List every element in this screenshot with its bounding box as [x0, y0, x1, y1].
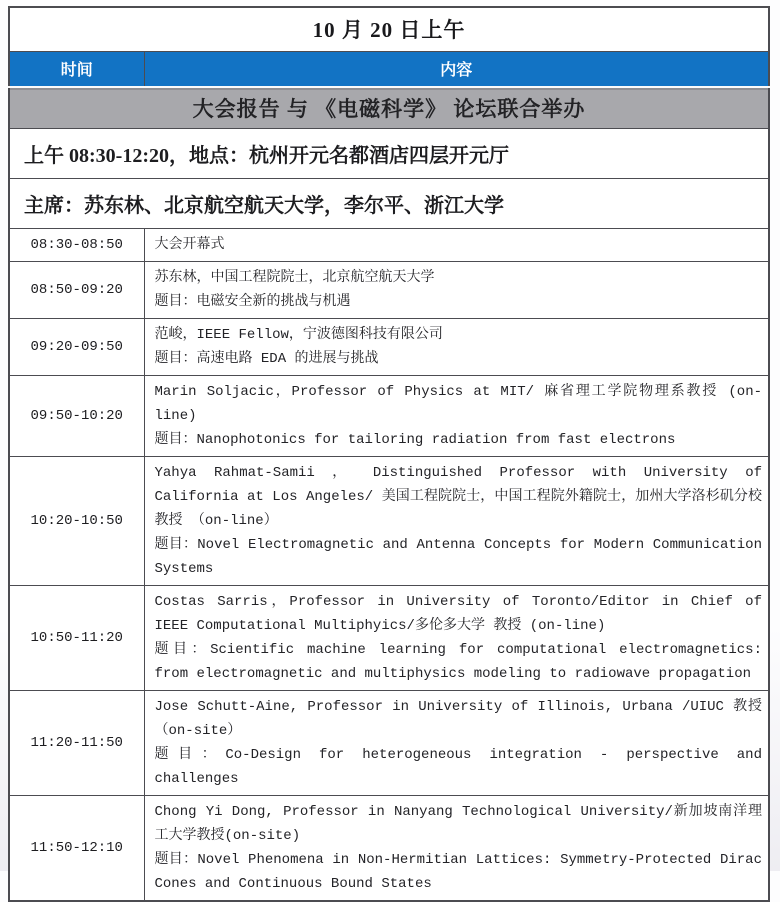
- banner-row: [9, 87, 769, 128]
- time-slot: 10:50-11:20: [9, 585, 144, 690]
- date-title: 10 月 20 日上午: [9, 7, 769, 51]
- schedule-row: [9, 228, 769, 261]
- speaker-text: Jose Schutt-Aine, Professor in University of Illinois, Urbana /UIUC 教授 （on-site）: [154, 698, 762, 739]
- speaker-text: 范峻，IEEE Fellow，宁波德图科技有限公司: [154, 326, 443, 343]
- chairs-row: [9, 178, 769, 228]
- schedule-row: [9, 318, 769, 375]
- schedule-row: [9, 375, 769, 456]
- session-content: [144, 261, 769, 318]
- topic-text: 题目：Novel Electromagnetic and Antenna Concepts for Modern Communication Systems: [154, 536, 762, 577]
- time-slot: 08:50-09:20: [9, 261, 144, 318]
- date-title-row: [9, 7, 769, 51]
- schedule-row: [9, 795, 769, 901]
- session-content: [144, 318, 769, 375]
- session-content: [144, 690, 769, 795]
- content-column-header: 内容: [144, 51, 769, 87]
- time-column-header: 时间: [9, 51, 144, 87]
- session-content: [144, 375, 769, 456]
- speaker-text: Yahya Rahmat-Samii ， Distinguished Professor with University of California at Los Angeles/ 美国工程院院士，中国工程院外籍院士，加州大学洛杉矶分校 教授 （on-line）: [154, 464, 762, 529]
- schedule-rows: [9, 228, 769, 901]
- schedule-row: [9, 456, 769, 585]
- topic-text: 题目：高速电路 EDA 的进展与挑战: [154, 350, 379, 367]
- session-content: [144, 585, 769, 690]
- time-slot: 11:50-12:10: [9, 795, 144, 901]
- schedule-table: [8, 6, 770, 902]
- speaker-text: Chong Yi Dong, Professor in Nanyang Technological University/新加坡南洋理工大学教授(on-site): [154, 803, 762, 844]
- time-slot: 09:50-10:20: [9, 375, 144, 456]
- chairs-text: 主席：苏东林、北京航空航天大学，李尔平、浙江大学: [9, 178, 769, 228]
- speaker-text: 苏东林，中国工程院院士，北京航空航天大学: [154, 269, 435, 286]
- speaker-text: 大会开幕式: [154, 236, 225, 253]
- schedule-row: [9, 690, 769, 795]
- time-slot: 09:20-09:50: [9, 318, 144, 375]
- session-content: [144, 795, 769, 901]
- schedule-document: [8, 6, 770, 902]
- session-content: [144, 456, 769, 585]
- time-slot: 11:20-11:50: [9, 690, 144, 795]
- time-slot: 08:30-08:50: [9, 228, 144, 261]
- time-slot: 10:20-10:50: [9, 456, 144, 585]
- schedule-row: [9, 261, 769, 318]
- topic-text: 题目：电磁安全新的挑战与机遇: [154, 293, 351, 310]
- speaker-text: Costas Sarris，Professor in University of Toronto/Editor in Chief of IEEE Computational Multiphyics/多伦多大学 教授 (on-line): [154, 593, 762, 634]
- banner-text: 大会报告 与 《电磁科学》 论坛联合举办: [9, 87, 769, 128]
- session-info-text: 上午 08:30-12:20，地点：杭州开元名都酒店四层开元厅: [9, 128, 769, 178]
- schedule-row: [9, 585, 769, 690]
- session-info-row: [9, 128, 769, 178]
- topic-text: 题目：Novel Phenomena in Non-Hermitian Lattices: Symmetry-Protected Dirac Cones and Continuous Bound States: [154, 851, 762, 892]
- column-header-row: [9, 51, 769, 87]
- topic-text: 题目：Nanophotonics for tailoring radiation from fast electrons: [154, 431, 676, 448]
- topic-text: 题目：Co-Design for heterogeneous integration - perspective and challenges: [154, 746, 762, 787]
- static-rows: [9, 7, 769, 228]
- session-content: [144, 228, 769, 261]
- topic-text: 题目：Scientific machine learning for computational electromagnetics: from electromagnetic and multiphysics modeling to radiowave propagation: [154, 641, 762, 682]
- speaker-text: Marin Soljacic，Professor of Physics at MIT/ 麻省理工学院物理系教授 (on-line): [154, 383, 762, 424]
